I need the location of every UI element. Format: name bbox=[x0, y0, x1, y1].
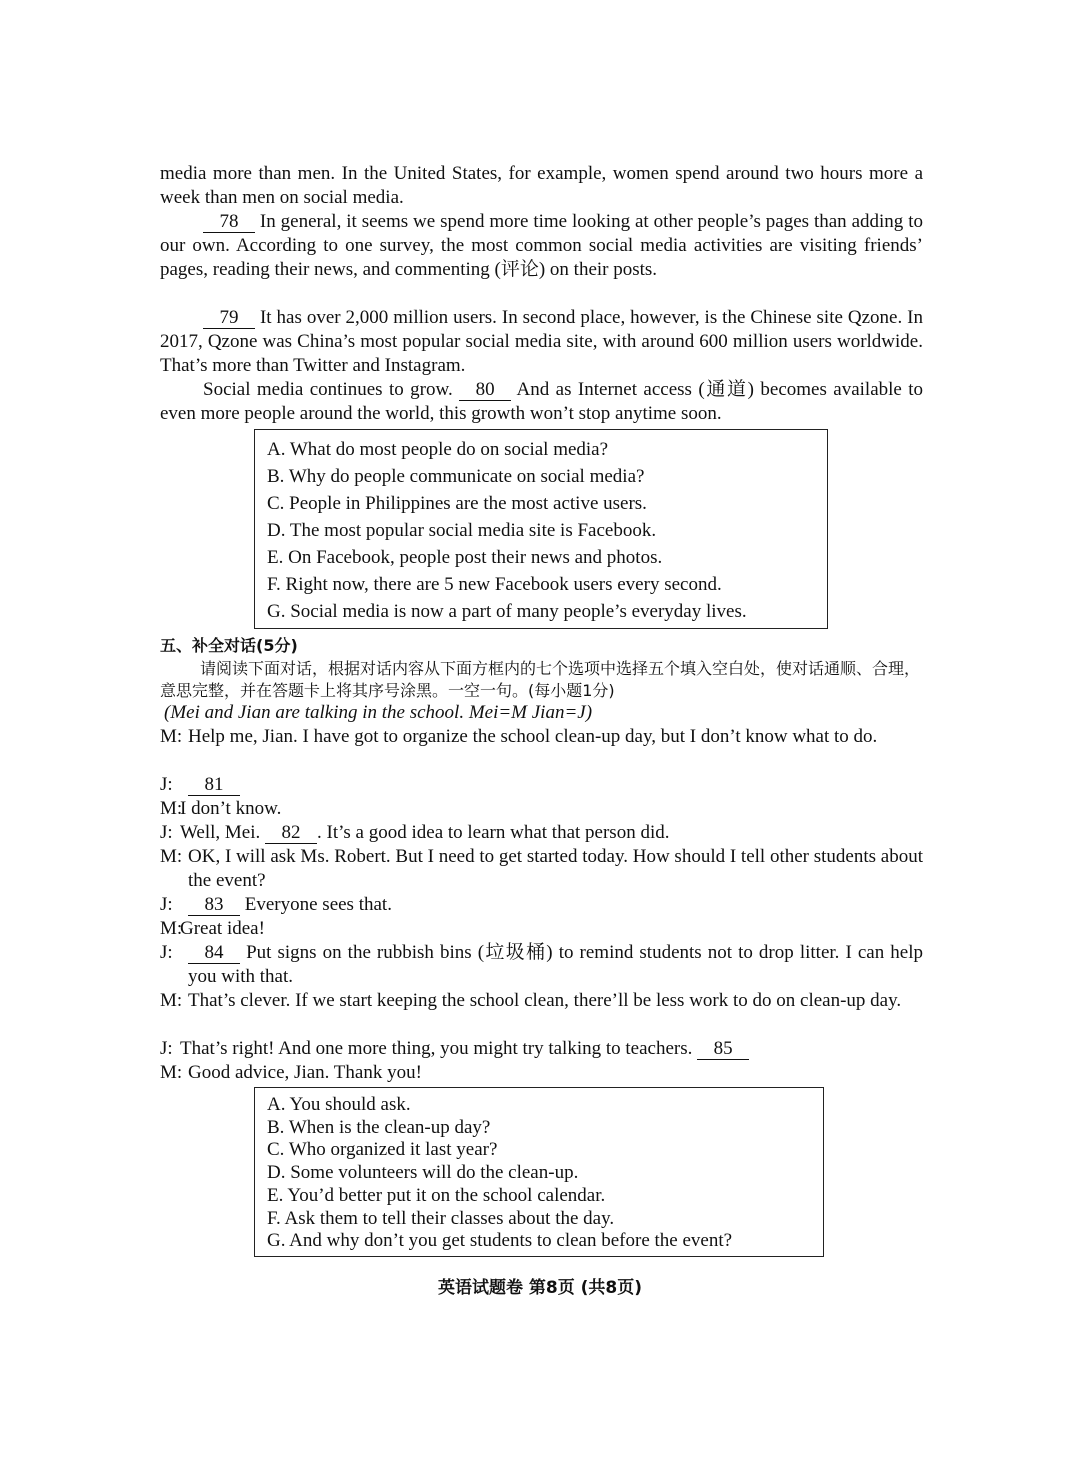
speaker: M: bbox=[160, 798, 183, 819]
option-c: C. People in Philippines are the most active users. bbox=[267, 493, 647, 514]
dialogue-line: M: That’s clever. If we start keeping the school clean, there’ll be less work to do on clean-up day. bbox=[160, 990, 902, 1011]
options-box-reading bbox=[254, 429, 828, 629]
speaker: J: bbox=[160, 1038, 173, 1059]
dialogue-line: M: Great idea! bbox=[160, 918, 265, 939]
option-a: A. You should ask. bbox=[267, 1094, 411, 1115]
option-d: D. Some volunteers will do the clean-up. bbox=[267, 1162, 579, 1184]
blank-83: 83 bbox=[188, 895, 240, 916]
dialogue-line: J: Well, Mei. 82 . It’s a good idea to learn what that person did. bbox=[160, 822, 670, 843]
dialogue-line: M: Help me, Jian. I have got to organize the school clean-up day, but I don’t know what to do. bbox=[160, 726, 878, 747]
dialogue-line: J: 83 Everyone sees that. bbox=[160, 894, 392, 915]
speaker: M: bbox=[160, 846, 183, 867]
dialogue-line: J: That’s right! And one more thing, you might try talking to teachers. 85 bbox=[160, 1037, 923, 1061]
speaker: M: bbox=[160, 990, 183, 1011]
dialogue-line: M: OK, I will ask Ms. Robert. But I need to get started today. How should I tell other students about the event? bbox=[160, 846, 923, 891]
options-box-dialogue bbox=[254, 1087, 824, 1257]
option-b: B. Why do people communicate on social media? bbox=[267, 466, 645, 487]
speaker: J: bbox=[160, 894, 173, 915]
option-e: E. You’d better put it on the school calendar. bbox=[267, 1184, 606, 1206]
speaker: J: bbox=[160, 822, 173, 843]
speaker: M: bbox=[160, 1062, 183, 1083]
option-g: G. Social media is now a part of many people’s everyday lives. bbox=[267, 601, 747, 622]
blank-84: 84 bbox=[188, 943, 240, 964]
option-c: C. Who organized it last year? bbox=[267, 1139, 498, 1161]
speaker: J: bbox=[160, 942, 173, 963]
option-b: B. When is the clean-up day? bbox=[267, 1116, 491, 1138]
passage-paragraph-4: Social media continues to grow. 80 And as Internet access (通道) becomes available to even more people around the world, this growth won’t stop anytime soon. bbox=[160, 379, 924, 424]
passage-paragraph-3: 79 It has over 2,000 million users. In second place, however, is the Chinese site Qzone. In 2017, Qzone was China’s most popular social media site, with around 600 million users worldwide. That’s more than Twitter and Instagram. bbox=[160, 307, 923, 376]
option-f: F. Ask them to tell their classes about the day. bbox=[267, 1207, 615, 1229]
option-f: F. Right now, there are 5 new Facebook users every second. bbox=[267, 574, 722, 595]
section-title: 五、补全对话(5分) bbox=[160, 636, 298, 655]
speaker: J: bbox=[160, 774, 173, 795]
page-footer: 英语试题卷 第8页 (共8页) bbox=[437, 1278, 643, 1298]
dialogue-line bbox=[160, 773, 923, 797]
dialogue-line: M: Good advice, Jian. Thank you! bbox=[160, 1062, 422, 1083]
blank-82: 82 bbox=[265, 823, 317, 844]
blank-85: 85 bbox=[697, 1039, 749, 1060]
section-instruction: 请阅读下面对话，根据对话内容从下面方框内的七个选项中选择五个填入空白处，使对话通顺、合理，意思完整，并在答题卡上将其序号涂黑。一空一句。(每小题1分) bbox=[160, 659, 921, 700]
speaker: M: bbox=[160, 726, 183, 747]
passage-paragraph-2: 78 In general, it seems we spend more time looking at other people’s pages than adding to our own. According to one survey, the most common social media activities are visiting friends’ pages, reading their news, and commenting (评论) on their posts. bbox=[160, 211, 923, 280]
blank-78: 78 bbox=[203, 212, 255, 233]
passage-paragraph-1: media more than men. In the United States, for example, women spend around two hours more a week than men on social media. bbox=[160, 163, 923, 208]
blank-79: 79 bbox=[203, 308, 255, 329]
dialogue-scene: (Mei and Jian are talking in the school. Mei=M Jian=J) bbox=[164, 702, 593, 723]
option-g: G. And why don’t you get students to clean before the event? bbox=[267, 1230, 733, 1252]
dialogue-line: M: I don’t know. bbox=[160, 798, 282, 819]
option-d: D. The most popular social media site is Facebook. bbox=[267, 520, 657, 541]
option-e: E. On Facebook, people post their news and photos. bbox=[267, 547, 663, 568]
speaker: M: bbox=[160, 918, 183, 939]
option-a: A. What do most people do on social media? bbox=[267, 439, 609, 460]
dialogue-line: J: 84 Put signs on the rubbish bins (垃圾桶) to remind students not to drop litter. I can help you with that. bbox=[160, 942, 923, 987]
blank-81: 81 bbox=[188, 775, 240, 796]
blank-80: 80 bbox=[459, 380, 511, 401]
